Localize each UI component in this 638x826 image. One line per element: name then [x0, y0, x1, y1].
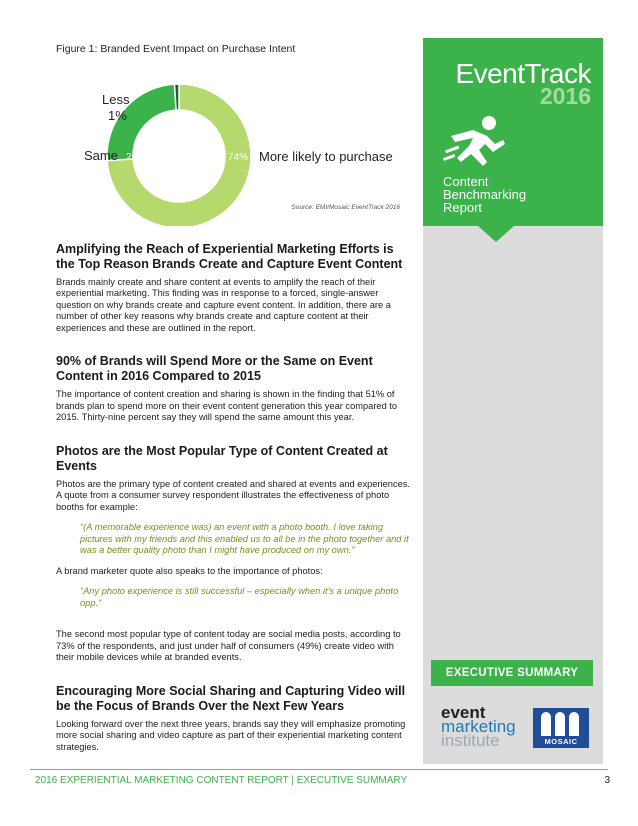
subtitle-line-3: Report: [443, 200, 483, 215]
logo-event: event: [441, 703, 486, 722]
eventtrack-banner: [423, 38, 603, 226]
footer-text: 2016 EXPERIENTIAL MARKETING CONTENT REPORT | EXECUTIVE SUMMARY: [35, 775, 408, 786]
logo-institute: institute: [441, 731, 500, 750]
eventtrack-year: 2016: [539, 83, 591, 109]
donut-svg: [56, 56, 410, 226]
section-1-heading: Amplifying the Reach of Experiential Marketing Efforts is the Top Reason Brands Create and Capture Event Content: [56, 241, 403, 271]
label-more-pct: 74%: [228, 151, 249, 163]
banner-notch: [478, 226, 514, 242]
sidebar: [423, 38, 603, 764]
main-column: [56, 44, 410, 753]
figure-caption: Figure 1: Branded Event Impact on Purchase Intent: [56, 43, 296, 55]
label-same: Same: [84, 147, 118, 163]
consumer-quote: “(A memorable experience was) an event with a photo booth. I love taking pictures with my friends and this enabled us to all be in the photo together and it was a better quality photo than I might have produced on my own.”: [80, 522, 409, 555]
subtitle-line-2: Benchmarking: [443, 187, 527, 202]
report-subtitle: [443, 175, 526, 214]
donut-slice-less: [174, 84, 179, 110]
chart-source: Source: EMI/Mosaic EventTrack 2016: [291, 203, 400, 211]
logo-marketing: marketing: [441, 717, 516, 736]
marketer-quote: “Any photo experience is still successful – especially when it’s a unique photo opp.”: [80, 586, 399, 608]
label-more: More likely to purchase: [259, 148, 393, 164]
subtitle-line-1: Content: [443, 174, 489, 189]
section-3-body-2: A brand marketer quote also speaks to the importance of photos:: [56, 565, 323, 576]
section-1-body: Brands mainly create and share content at events to amplify the reach of their experiential marketing. This finding was in response to a forced, single-answer question on why brands create and capture event content. In addition, there are a number of other key reasons why brands create and capture content at their experiences and these are outlined in the report.: [56, 276, 391, 333]
label-less: Less: [102, 91, 130, 107]
section-3-body-3: The second most popular type of content today are social media posts, according to 73% of the respondents, and just under half of consumers (49%) create video with their mobile devices while at branded events.: [56, 629, 401, 662]
section-3-body: Photos are the primary type of content created and shared at events and experiences. A quote from a consumer survey respondent illustrates the effectiveness of photo booths for example:: [56, 478, 411, 512]
executive-summary-badge: EXECUTIVE SUMMARY: [431, 660, 593, 686]
section-4-heading: Encouraging More Social Sharing and Capturing Video will be the Focus of Brands Over the Next Few Years: [56, 683, 406, 713]
eventtrack-title: EventTrack: [455, 58, 591, 89]
label-same-pct: 25%: [126, 151, 147, 163]
section-3-heading: Photos are the Most Popular Type of Content Created at Events: [56, 443, 388, 473]
footer-rule: [30, 769, 608, 770]
page-number: 3: [604, 775, 610, 786]
section-2-heading: 90% of Brands will Spend More or the Same on Event Content in 2016 Compared to 2015: [56, 354, 373, 383]
runner-icon: [443, 114, 513, 174]
label-less-pct: 1%: [108, 107, 127, 123]
section-4-body: Looking forward over the next three years, brands say they will emphasize promoting more social sharing and video capture as part of their experiential marketing content strategies.: [56, 718, 406, 752]
emi-logo: [441, 703, 521, 750]
mosaic-logo: [533, 708, 589, 748]
logo-mosaic-text: MOSAIC: [544, 737, 578, 746]
section-2-body: The importance of content creation and sharing is shown in the finding that 51% of brands plan to spend more on their event content generation this year compared to 2015. Thirty-nine percent say they will spend the same amount this year.: [56, 389, 398, 422]
donut-chart: [56, 56, 410, 226]
